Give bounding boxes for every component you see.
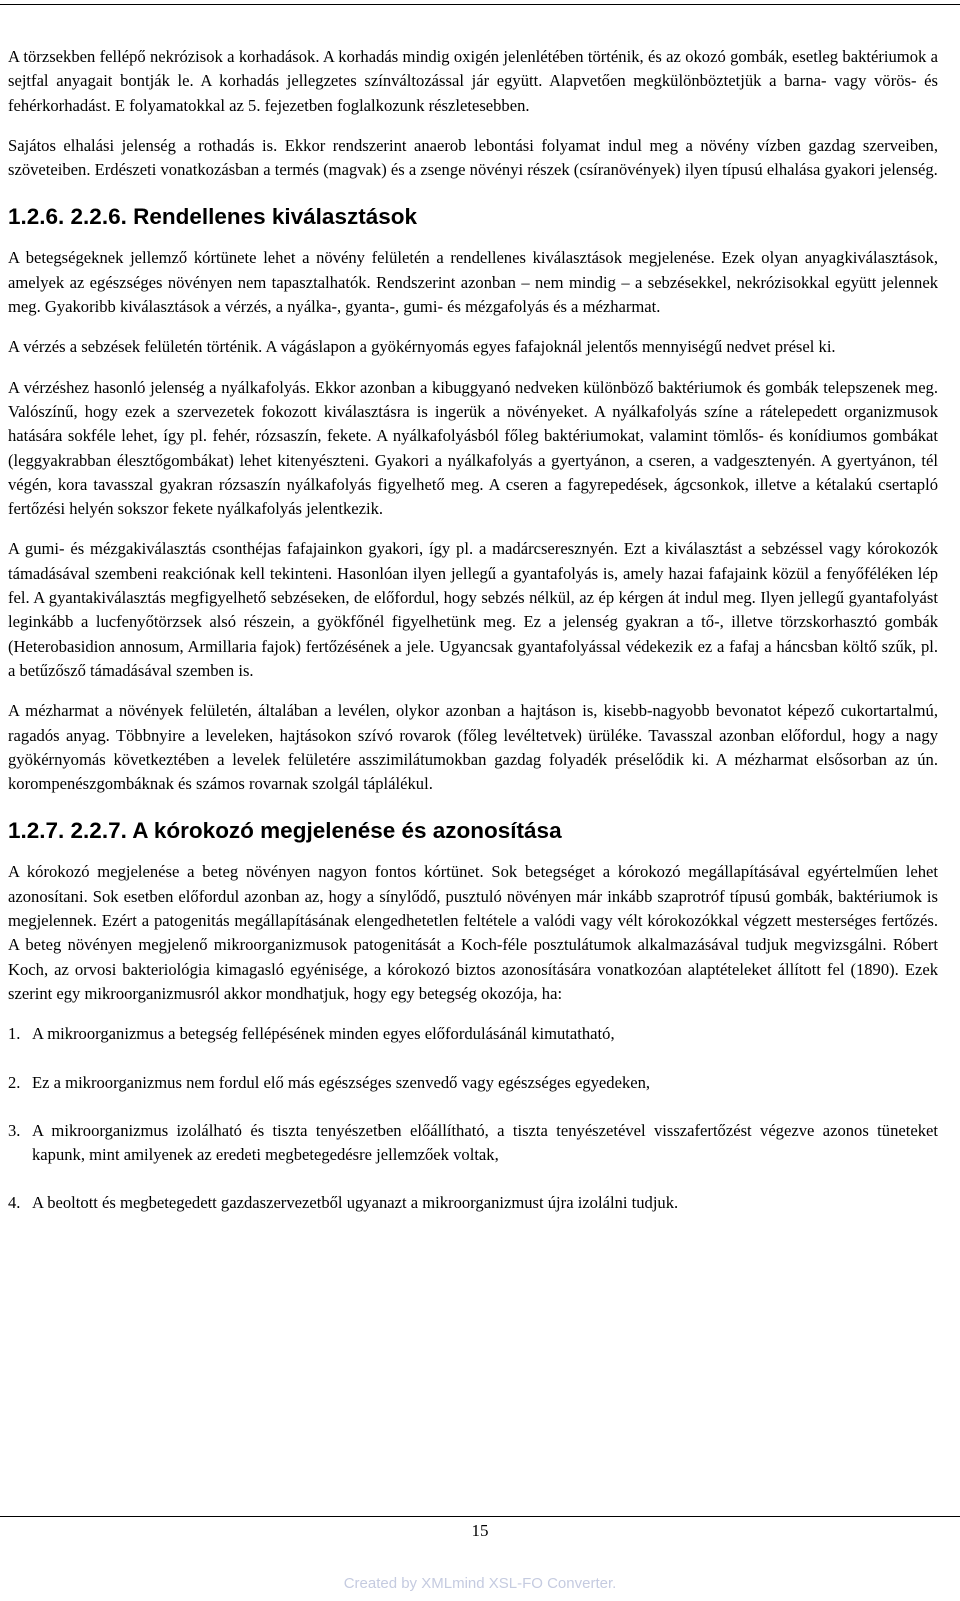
paragraph-kivalasztasok-intro: A betegségeknek jellemző kórtünete lehet a növény felületén a rendellenes kiválasztások megjelenése. Ezek olyan anyagkiválasztások, amelyek az egészséges növényen nem tapasztalhatók. Rendszerint azonban – nem mindig – a sebzésekkel, nekrózisokkal együtt jelennek meg. Gyakoribb kiválasztások a vérzés, a nyálka-, gyanta-, gumi- és mézgafolyás és a mézharmat.	[8, 248, 938, 317]
list-item-number: 4.	[8, 1193, 21, 1213]
paragraph-korhadas: A törzsekben fellépő nekrózisok a korhadások. A korhadás mindig oxigén jelenlétében történik, és az okozó gombák, esetleg baktériumok a sejtfal anyagait bontják le. A korhadás jellegzetes színváltozással jár együtt. Alapvetően megkülönböztetjük a barna- vagy vörös- és fehérkorhadást. E folyamatokkal az 5. fejezetben foglalkozunk részletesebben.	[8, 47, 938, 115]
list-item-number: 1.	[8, 1024, 21, 1044]
page-number: 15	[471, 1521, 489, 1540]
koch-postulates-list	[8, 1022, 938, 1215]
page-body	[8, 45, 938, 1240]
paragraph-gumi-mezga: A gumi- és mézgakiválasztás csonthéjas fafajainkon gyakori, így pl. a madárcseresznyén. Ezt a kiválasztást a sebzéssel vagy kórokozók támadásával szembeni reakciónak kell tekinteni. Hasonlóan ilyen jellegű a gyantafolyás is, amely hazai fafajaink közül a fenyőféléken lép fel. A gyantakiválasztás megfigyelhető sebzéseken, de előfordul, hogy sebzés nélkül, az ép kérgen át indul meg. Ilyen jellegű gyantafolyást leginkább a lucfenyőtörzsek alsó részein, a gyökfőnél figyelhetünk meg. Ez a jelenség gyakran a tő-, illetve törzskorhasztó gombák (Heterobasidion annosum, Armillaria fajok) fertőzésének a jele. Ugyancsak gyantafolyással védekezik ez a fafaj a háncsban költő szűk, pl. a betűzősző támadásával szemben is.	[8, 539, 938, 680]
list-item-text: A mikroorganizmus izolálható és tiszta tenyészetben előállítható, a tiszta tenyészetével visszafertőzést végezve azonos tüneteket kapunk, mint amilyenek az eredeti megbetegedésre jellemzőek voltak,	[32, 1120, 938, 1165]
list-item-text: A beoltott és megbetegedett gazdaszervezetből ugyanazt a mikroorganizmust újra izolálni tudjuk.	[32, 1193, 679, 1213]
list-item-text: A mikroorganizmus a betegség fellépésének minden egyes előfordulásánál kimutatható,	[32, 1024, 615, 1044]
paragraph-mezharmat: A mézharmat a növények felületén, általában a levélen, olykor azonban a hajtáson is, kisebb-nagyobb bevonatot képező cukortartalmú, ragadós anyag. Többnyire a leveleken, hajtásokon szívó rovarok (főleg levéltetvek) ürüléke. Tavasszal azonban előfordul, hogy a nagy gyökérnyomás következtében a levelek felületére asszimilátumokban gazdag folyadék préselődik ki. A mézharmat elsősorban az ún. korompenészgombáknak és számos rovarnak szolgál táplálékul.	[8, 701, 938, 794]
paragraph-verzes: A vérzés a sebzések felületén történik. A vágáslapon a gyökérnyomás egyes fafajoknál jelentős mennyiségű nedvet présel ki.	[8, 337, 836, 357]
list-item	[8, 1022, 938, 1046]
paragraph-nyalkafolyas: A vérzéshez hasonló jelenség a nyálkafolyás. Ekkor azonban a kibuggyanó nedveken különböző baktériumok és gombák telepszenek meg. Valószínű, hogy ezek a szervezetek fokozott kiválasztásra is ingerük a növényeket. A nyálkafolyás színe a rátelepedett organizmusok hatására sokféle lehet, így pl. fehér, rózsaszín, fekete. A nyálkafolyásból főleg baktériumokat, valamint tömlős- és konídiumos gombákat (leggyakrabban élesztőgombákat) lehet kitenyészteni. Gyakori a nyálkafolyás a gyertyánon, a cseren, a vadgesztenyén. A gyertyánon, tél végén, kora tavasszal gyakran rózsaszín nyálkafolyás figyelhető meg. A cseren a fagyrepedések, ágcsonkok, illetve a kétalakú csertapló fertőzési helyén sokszor fekete nyálkafolyás jelentkezik.	[8, 377, 938, 519]
list-item-number: 3.	[8, 1120, 21, 1140]
header-rule	[0, 4, 960, 5]
paragraph-korokozo-intro: A kórokozó megjelenése a beteg növényen nagyon fontos kórtünet. Sok betegséget a kórokozó megállapításával egyértelműen lehet azonosítani. Sok esetben előfordul azonban az, hogy a sínylődő, pusztuló növényen már inkább szaprotróf típusú gombák, baktériumok is megjelennek. Ezért a patogenitás megállapításának elengedhetetlen feltétele a valódi vagy vélt kórokozókkal végzett mesterséges fertőzés. A beteg növényen megjelenő mikroorganizmusok patogenitását a Koch-féle posztulátumok alkalmazásával tudjuk megvizsgálni. Róbert Koch, az orvosi bakteriológia kimagasló egyénisége, a kórokozó biztos azonosítására vonatkozóan alaptételeket állított fel (1890). Ezek szerint egy mikroorganizmusról akkor mondhatjuk, hogy egy betegség okozója, ha:	[8, 862, 938, 1003]
section-heading-korokozo-megjelenese: 1.2.7. 2.2.7. A kórokozó megjelenése és azonosítása	[8, 818, 562, 844]
list-item	[8, 1119, 938, 1168]
section-heading-rendellenes-kivalasztasok: 1.2.6. 2.2.6. Rendellenes kiválasztások	[8, 204, 417, 230]
list-item-number: 2.	[8, 1072, 21, 1092]
list-item	[8, 1071, 938, 1095]
paragraph-rothadas: Sajátos elhalási jelenség a rothadás is. Ekkor rendszerint anaerob lebontási folyamat indul meg a növény vízben gazdag szerveiben, szöveteiben. Erdészeti vonatkozásban a termés (magvak) és a zsenge növényi részek (csíranövények) ilyen típusú elhalása gyakori jelenség.	[8, 135, 938, 180]
list-item	[8, 1191, 938, 1215]
footer-rule	[0, 1516, 960, 1517]
converter-watermark: Created by XMLmind XSL-FO Converter.	[343, 1575, 617, 1592]
list-item-text: Ez a mikroorganizmus nem fordul elő más egészséges szenvedő vagy egészséges egyedeken,	[32, 1072, 651, 1092]
